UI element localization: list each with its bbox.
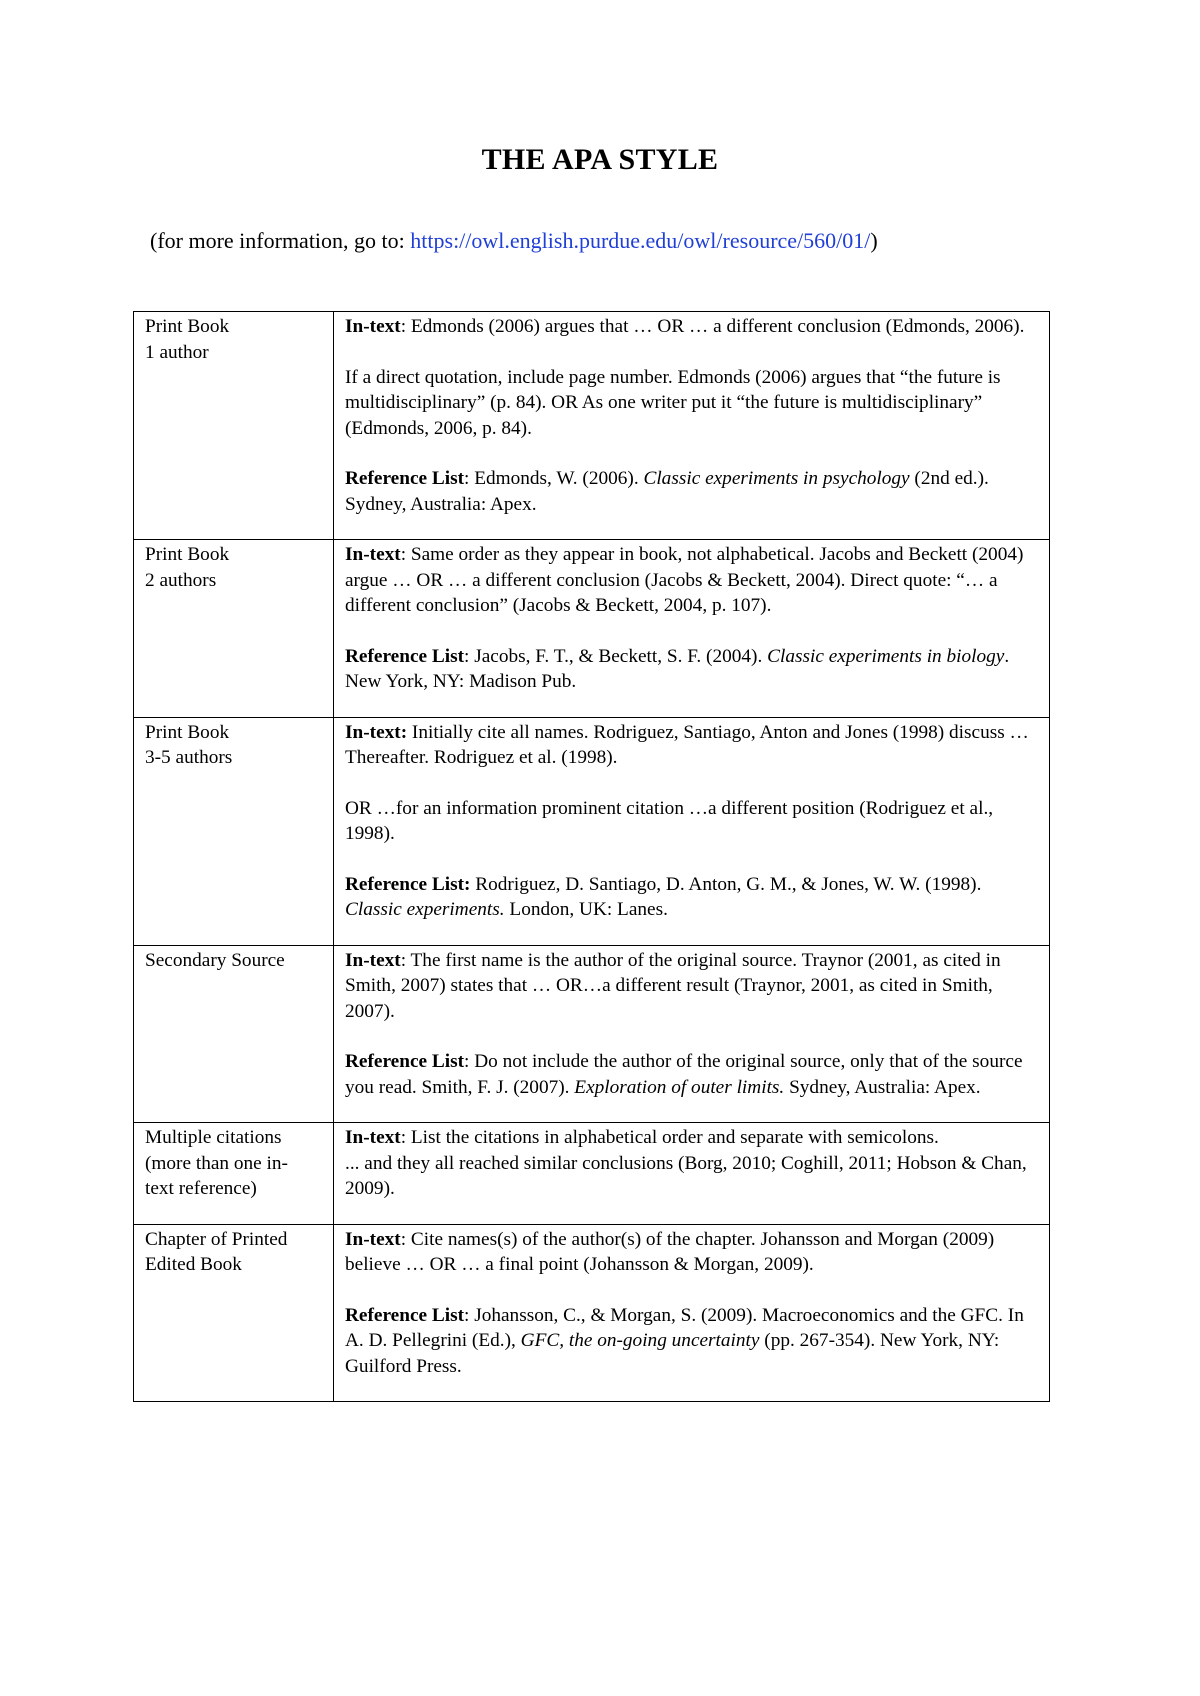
- intext-paragraph: [345, 948, 1038, 1025]
- table-row: [134, 945, 1050, 1123]
- reference-heading: Reference List: [345, 1051, 465, 1072]
- intext-text: : List the citations in alphabetical order and separate with semicolons.: [400, 1127, 939, 1148]
- reference-title: Classic experiments.: [345, 899, 505, 920]
- intext-text: Initially cite all names. Rodriguez, Santiago, Anton and Jones (1998) discuss … Thereafter. Rodriguez et al. (1998).: [345, 721, 1029, 768]
- reference-text-end: . New York, NY: Madison Pub.: [345, 645, 1010, 692]
- reference-text-end: (pp. 267-354). New York, NY: Guilford Press.: [345, 1330, 1000, 1377]
- source-type-cell: [134, 312, 334, 540]
- source-type-line: 3-5 authors: [145, 747, 233, 768]
- source-type-cell: [134, 717, 334, 945]
- intext-paragraph: [345, 1125, 1038, 1202]
- source-type-line: Print Book: [145, 544, 230, 565]
- source-type-line: Chapter of Printed: [145, 1228, 288, 1250]
- reference-paragraph: [345, 466, 1038, 517]
- source-type-cell: [134, 1123, 334, 1225]
- intext-paragraph: [345, 1227, 1038, 1278]
- page-title: THE APA STYLE: [481, 143, 719, 176]
- intext-heading: In-text: [345, 316, 401, 337]
- reference-text-end: London, UK: Lanes.: [504, 899, 668, 920]
- source-type-line: Print Book: [145, 316, 230, 337]
- intext-paragraph: [345, 542, 1038, 619]
- intext-text: : Same order as they appear in book, not alphabetical. Jacobs and Beckett (2004) argue … OR … a different conclusion (Jacobs & Beckett, 2004). Direct quote: “… a different conclusion” (Jacobs & Beckett, 2004, p. 107).: [345, 544, 1024, 616]
- reference-title: GFC, the on-going uncertainty: [520, 1330, 760, 1351]
- reference-heading: Reference List: [345, 645, 465, 667]
- citation-cell: [334, 1123, 1050, 1225]
- source-type-line: (more than one in-: [145, 1152, 288, 1174]
- citation-cell: [334, 540, 1050, 718]
- source-type-line: Multiple citations: [145, 1127, 282, 1148]
- source-type-line: Secondary Source: [145, 949, 285, 971]
- reference-paragraph: [345, 1049, 1038, 1100]
- source-type-line: 2 authors: [145, 569, 217, 591]
- source-type-line: Edited Book: [145, 1254, 242, 1275]
- intext-text: : Cite names(s) of the author(s) of the chapter. Johansson and Morgan (2009) believe … OR … a final point (Johansson & Morgan, 2009).: [345, 1228, 995, 1275]
- info-line: [150, 228, 1110, 254]
- source-type-line: 1 author: [145, 341, 209, 363]
- intext-paragraph: [345, 314, 1038, 340]
- intext-text: : Edmonds (2006) argues that … OR … a different conclusion (Edmonds, 2006).: [400, 316, 1025, 337]
- source-type-cell: [134, 1224, 334, 1402]
- source-type-cell: [134, 540, 334, 718]
- reference-title: Classic experiments in psychology: [643, 468, 910, 489]
- source-type-line: text reference): [145, 1178, 257, 1199]
- citation-cell: [334, 945, 1050, 1123]
- table-row: [134, 1123, 1050, 1225]
- intext-heading: In-text: [345, 1127, 401, 1148]
- info-suffix: ): [870, 228, 878, 253]
- reference-text-end: (2nd ed.). Sydney, Australia: Apex.: [345, 468, 989, 515]
- reference-text-end: Sydney, Australia: Apex.: [784, 1076, 981, 1098]
- intext-heading: In-text: [345, 949, 401, 971]
- owl-link[interactable]: https://owl.english.purdue.edu/owl/resource/560/01/: [410, 228, 871, 253]
- reference-heading: Reference List: [345, 1304, 465, 1326]
- table-row: [134, 540, 1050, 718]
- reference-heading: Reference List:: [345, 873, 471, 895]
- source-type-line: Print Book: [145, 721, 230, 743]
- citation-cell: [334, 1224, 1050, 1402]
- quotation-paragraph: If a direct quotation, include page number. Edmonds (2006) argues that “the future is multidisciplinary” (p. 84). OR As one writer put it “the future is multidisciplinary” (Edmonds, 2006, p. 84).: [345, 366, 1001, 439]
- reference-text: : Jacobs, F. T., & Beckett, S. F. (2004).: [464, 645, 768, 667]
- table-row: [134, 1224, 1050, 1402]
- intext-text: : The first name is the author of the original source. Traynor (2001, as cited in Smith, 2007) states that … OR…a different result (Traynor, 2001, as cited in Smith, 2007).: [345, 949, 1001, 1022]
- info-prefix: (for more information, go to:: [150, 228, 411, 253]
- intext-heading: In-text:: [345, 721, 408, 743]
- intext-heading: In-text: [345, 1228, 401, 1250]
- reference-text: : Do not include the author of the original source, only that of the source you read. Smith, F. J. (2007).: [345, 1051, 1023, 1098]
- reference-title: Classic experiments in biology: [767, 645, 1005, 667]
- apa-table: [133, 311, 1050, 1402]
- reference-title: Exploration of outer limits.: [574, 1076, 785, 1098]
- reference-text: Rodriguez, D. Santiago, D. Anton, G. M., & Jones, W. W. (1998).: [470, 873, 982, 895]
- alternative-paragraph: OR …for an information prominent citation …a different position (Rodriguez et al., 1998).: [345, 797, 994, 844]
- table-row: [134, 717, 1050, 945]
- reference-paragraph: [345, 872, 1038, 923]
- citation-cell: [334, 717, 1050, 945]
- citation-cell: [334, 312, 1050, 540]
- source-type-cell: [134, 945, 334, 1123]
- intext-example: ... and they all reached similar conclusions (Borg, 2010; Coghill, 2011; Hobson & Chan, 2009).: [345, 1152, 1027, 1199]
- reference-heading: Reference List: [345, 468, 465, 489]
- reference-paragraph: [345, 1303, 1038, 1380]
- intext-heading: In-text: [345, 544, 401, 565]
- table-row: [134, 312, 1050, 540]
- reference-text: : Edmonds, W. (2006).: [464, 468, 644, 489]
- reference-text: : Johansson, C., & Morgan, S. (2009). Macroeconomics and the GFC. In A. D. Pellegrini (Ed.),: [345, 1304, 1024, 1351]
- intext-paragraph: [345, 720, 1038, 771]
- reference-paragraph: [345, 644, 1038, 695]
